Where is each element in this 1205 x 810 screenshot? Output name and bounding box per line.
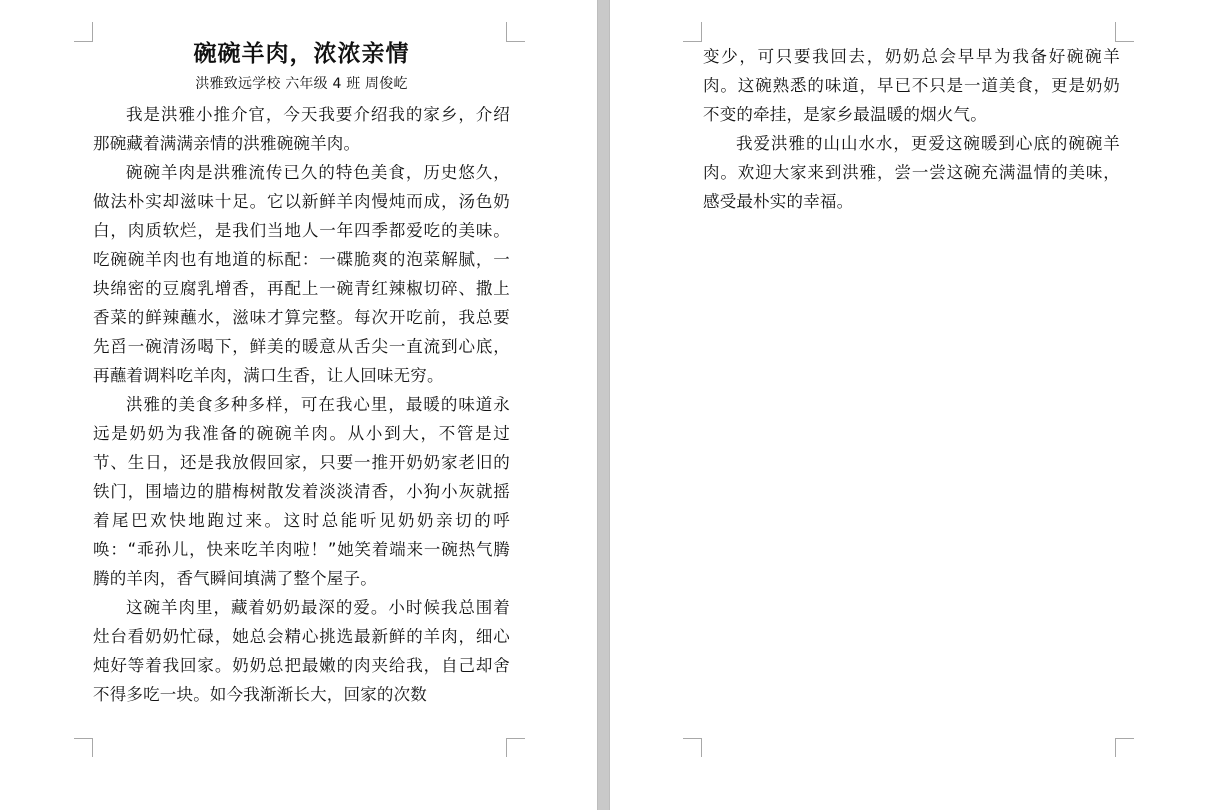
paragraph: 我爱洪雅的山山水水，更爱这碗暖到心底的碗碗羊肉。欢迎大家来到洪雅，尝一尝这碗充满温情的美味，感受最朴实的幸福。 [703, 134, 1120, 211]
author-line: 洪雅致远学校 六年级 4 班 周俊屹 [195, 76, 408, 92]
paragraph: 我是洪雅小推介官，今天我要介绍我的家乡，介绍那碗藏着满满亲情的洪雅碗碗羊肉。 [93, 105, 510, 153]
document-title: 碗碗羊肉，浓浓亲情 [193, 40, 410, 67]
paragraph: 碗碗羊肉是洪雅流传已久的特色美食，历史悠久，做法朴实却滋味十足。它以新鲜羊肉慢炖而成，汤色奶白，肉质软烂，是我们当地人一年四季都爱吃的美味。吃碗碗羊肉也有地道的标配：一碟脆爽的泡菜解腻，一块绵密的豆腐乳增香，再配上一碗青红辣椒切碎、撒上香菜的鲜辣蘸水，滋味才算完整。每次开吃前，我总要先舀一碗清汤喝下，鲜美的暖意从舌尖一直流到心底，再蘸着调料吃羊肉，满口生香，让人回味无穷。 [93, 163, 510, 385]
page-2-text-body[interactable] [703, 42, 1120, 216]
document-page-2[interactable] [610, 0, 1205, 810]
document-page-1[interactable] [0, 0, 597, 810]
paragraph: 洪雅的美食多种多样，可在我心里，最暖的味道永远是奶奶为我准备的碗碗羊肉。从小到大，不管是过节、生日，还是我放假回家，只要一推开奶奶家老旧的铁门，围墙边的腊梅树散发着淡淡清香，小狗小灰就摇着尾巴欢快地跑过来。这时总能听见奶奶亲切的呼唤：“乖孙儿，快来吃羊肉啦！”她笑着端来一碗热气腾腾的羊肉，香气瞬间填满了整个屋子。 [93, 395, 510, 588]
paragraph: 变少，可只要我回去，奶奶总会早早为我备好碗碗羊肉。这碗熟悉的味道，早已不只是一道美食，更是奶奶不变的牵挂，是家乡最温暖的烟火气。 [703, 47, 1120, 124]
paragraph: 这碗羊肉里，藏着奶奶最深的爱。小时候我总围着灶台看奶奶忙碌，她总会精心挑选最新鲜的羊肉，细心炖好等着我回家。奶奶总把最嫩的肉夹给我，自己却舍不得多吃一块。如今我渐渐长大，回家的次数 [93, 598, 510, 704]
page-separator-edge [597, 0, 598, 810]
page-1-text-body[interactable] [93, 36, 510, 709]
